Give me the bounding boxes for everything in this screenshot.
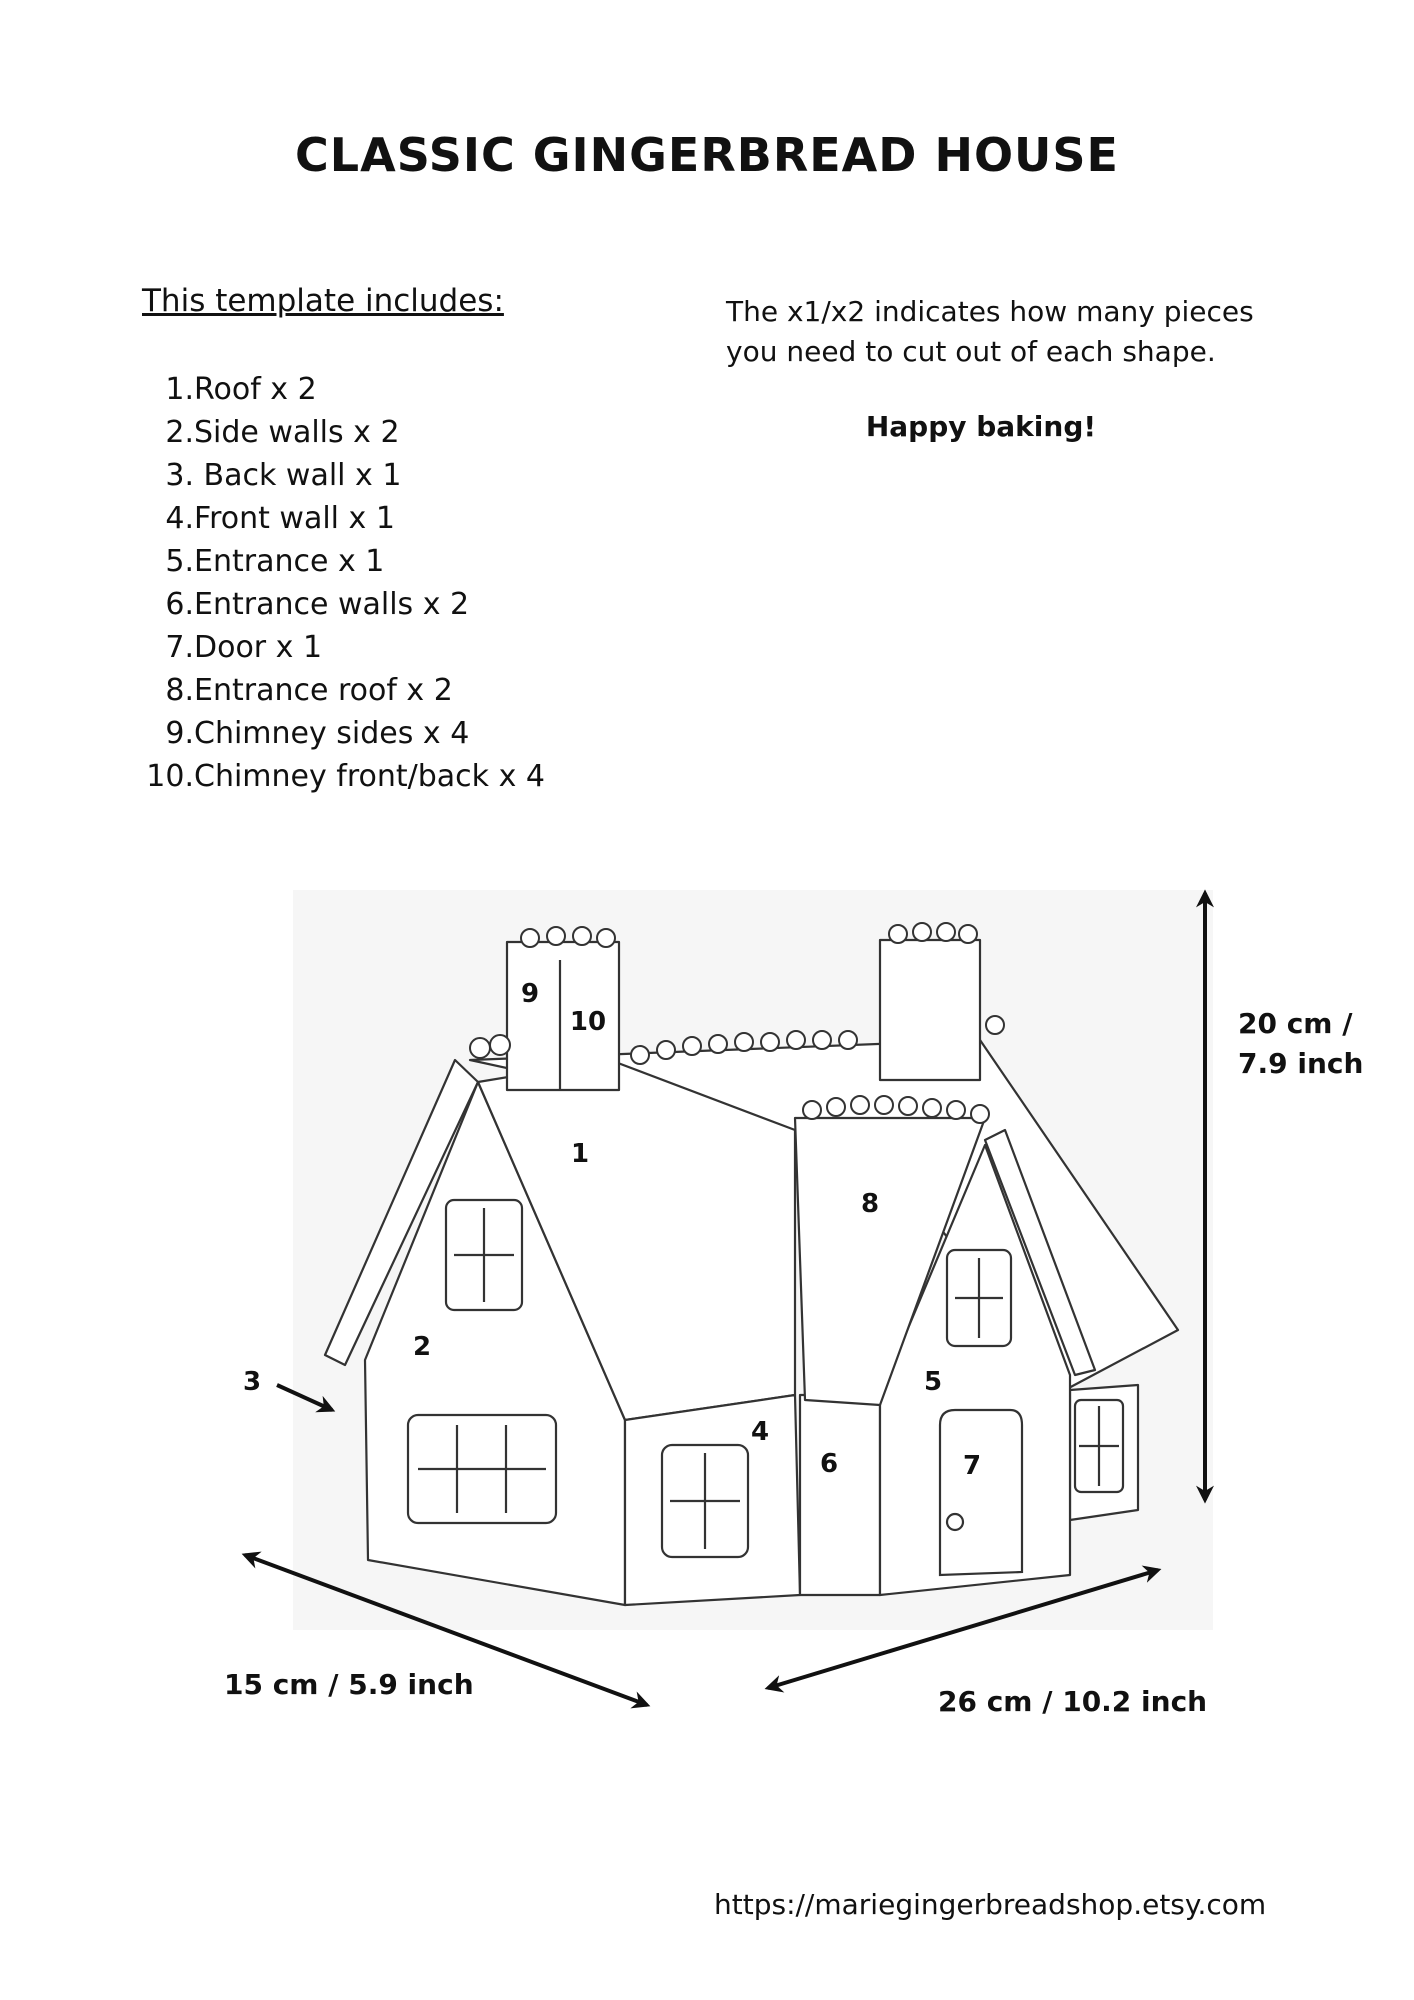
chimney-side-label: 9: [520, 979, 540, 1009]
shop-url: https://mariegingerbreadshop.etsy.com: [714, 1888, 1267, 1921]
entrance-wall-label: 6: [819, 1449, 839, 1479]
entrance-label: 5: [923, 1367, 943, 1397]
side-wall-label: 2: [412, 1332, 432, 1362]
happy-baking-text: Happy baking!: [865, 410, 1097, 443]
list-item: 3. Back wall x 1: [165, 458, 402, 493]
front-wall-label: 4: [750, 1417, 770, 1447]
entrance-wall: [800, 1395, 880, 1595]
page-title: CLASSIC GINGERBREAD HOUSE: [295, 128, 1119, 182]
cutting-note: The x1/x2 indicates how many pieces you need to cut out of each shape.: [726, 295, 1254, 368]
list-item: 2.Side walls x 2: [165, 415, 400, 450]
back-wall-label: 3: [242, 1367, 262, 1397]
door-label: 7: [962, 1451, 982, 1481]
list-item: 10.Chimney front/back x 4: [146, 759, 545, 794]
list-item: 1.Roof x 2: [165, 372, 317, 407]
right-chimney: [880, 940, 980, 1080]
list-item: 7.Door x 1: [165, 630, 323, 665]
chimney-front-label: 10: [569, 1007, 607, 1037]
width-dimension: 26 cm / 10.2 inch: [938, 1685, 1208, 1718]
list-item: 4.Front wall x 1: [165, 501, 395, 536]
includes-heading: This template includes:: [142, 283, 504, 319]
door: [940, 1410, 1022, 1575]
entrance-roof-label: 8: [860, 1189, 880, 1219]
list-item: 5.Entrance x 1: [165, 544, 385, 579]
list-item: 6.Entrance walls x 2: [165, 587, 470, 622]
door-knob: [947, 1514, 963, 1530]
height-dimension: 20 cm / 7.9 inch: [1238, 1007, 1364, 1080]
depth-dimension: 15 cm / 5.9 inch: [224, 1668, 474, 1701]
roof-label: 1: [570, 1139, 590, 1169]
list-item: 9.Chimney sides x 4: [165, 716, 470, 751]
list-item: 8.Entrance roof x 2: [165, 673, 453, 708]
